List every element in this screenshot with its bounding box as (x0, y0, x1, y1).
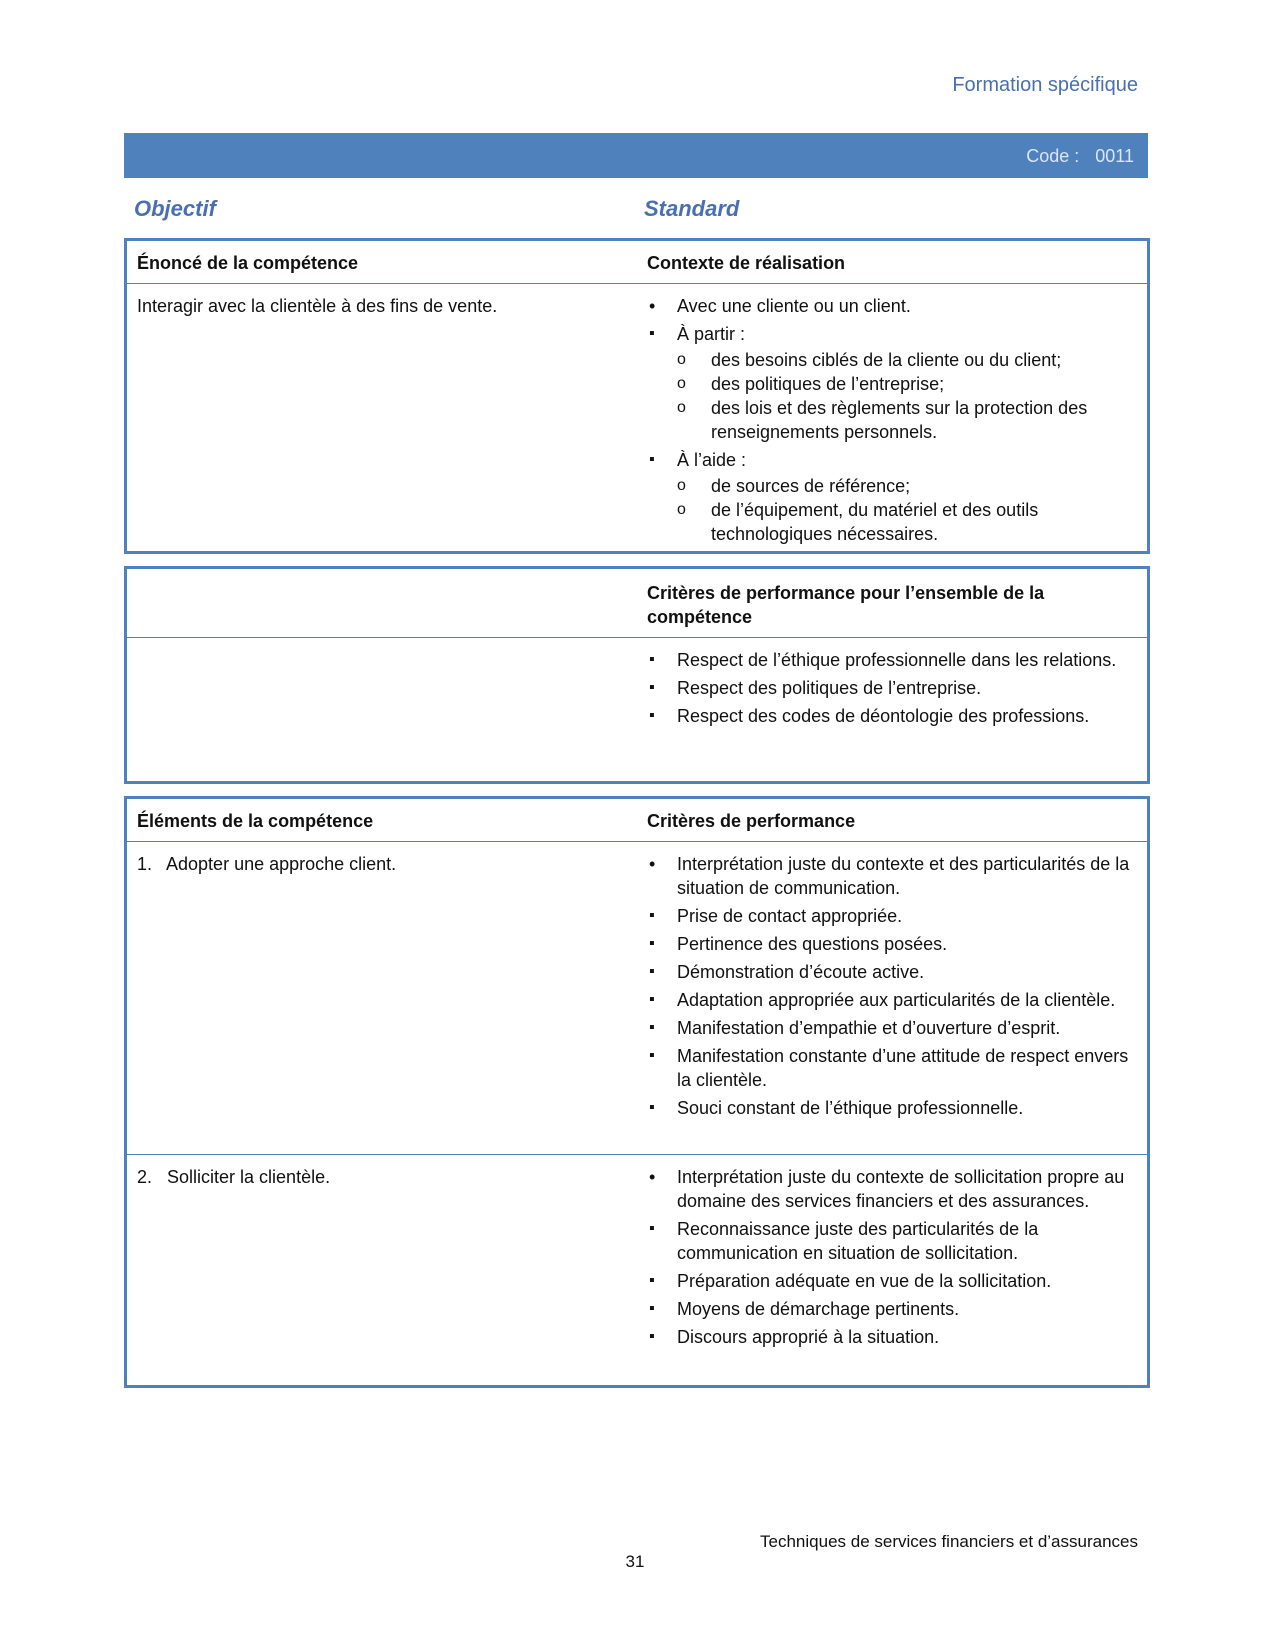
criteres-ensemble-list (647, 648, 1137, 728)
criteria-item: ▪ Moyens de démarchage pertinents. (647, 1297, 1137, 1321)
context-subitem: o des besoins ciblés de la cliente ou du client; (677, 348, 1137, 372)
context-item: ▪ À l’aide : o de sources de référence; o de l’équipement, du matériel et des outils technologiques nécessaires. (647, 448, 1137, 546)
element-row-2 (127, 1154, 1147, 1381)
footer-program: Techniques de services financiers et d’assurances (760, 1532, 1138, 1551)
criteria-list-1 (647, 852, 1137, 1120)
enonce-body-row (127, 283, 1147, 548)
elements-header-row (127, 799, 1147, 841)
enonce-header-row (127, 241, 1147, 283)
competence-statement: Interagir avec la clientèle à des fins de vente. (137, 296, 498, 316)
contexte-heading: Contexte de réalisation (647, 253, 846, 273)
element-2: 2. Solliciter la clientèle. (137, 1167, 331, 1187)
elements-heading: Éléments de la compétence (137, 811, 374, 831)
context-subitem: o des lois et des règlements sur la protection des renseignements personnels. (677, 396, 1137, 444)
criteria-item: ▪ Prise de contact appropriée. (647, 904, 1137, 928)
criteria-item: ▪ Reconnaissance juste des particularités de la communication en situation de sollicitation. (647, 1217, 1137, 1265)
code-label: Code : 0011 (1026, 146, 1134, 166)
criteria-item: ▪ Respect des codes de déontologie des professions. (647, 704, 1137, 728)
criteria-item: ▪ Démonstration d’écoute active. (647, 960, 1137, 984)
context-sublist (677, 474, 1137, 546)
criteria-item: ▪ Manifestation d’empathie et d’ouverture d’esprit. (647, 1016, 1137, 1040)
element-row-1 (127, 841, 1147, 1154)
criteria-item: ▪ Pertinence des questions posées. (647, 932, 1137, 956)
context-item: ▪ À partir : o des besoins ciblés de la cliente ou du client; o des politiques de l’entreprise; o des lois et des règlements sur la protection des renseignements personnels. (647, 322, 1137, 444)
running-header: Formation spécifique (952, 74, 1138, 96)
criteria-list-2 (647, 1165, 1137, 1349)
criteria-item: ▪ Préparation adéquate en vue de la sollicitation. (647, 1269, 1137, 1293)
criteres-ensemble-heading: Critères de performance pour l’ensemble de la compétence (647, 583, 1045, 627)
enonce-heading: Énoncé de la compétence (137, 253, 359, 273)
criteria-item: ▪ Souci constant de l’éthique professionnelle. (647, 1096, 1137, 1120)
context-list (647, 294, 1137, 546)
code-bar (124, 133, 1148, 178)
criteria-item: ▪ Discours approprié à la situation. (647, 1325, 1137, 1349)
criteria-item: ▪ Manifestation constante d’une attitude de respect envers la clientèle. (647, 1044, 1137, 1092)
criteres-heading: Critères de performance (647, 811, 856, 831)
objectif-label: Objectif (134, 196, 216, 221)
criteres-ensemble-table (124, 566, 1150, 784)
code-value: 0011 (1095, 146, 1134, 166)
context-subitem: o de l’équipement, du matériel et des outils technologiques nécessaires. (677, 498, 1137, 546)
standard-label: Standard (644, 196, 740, 221)
context-subitem: o des politiques de l’entreprise; (677, 372, 1137, 396)
context-item: • Avec une cliente ou un client. (647, 294, 1137, 318)
page-number: 31 (625, 1552, 645, 1571)
context-subitem: o de sources de référence; (677, 474, 1137, 498)
element-1: 1. Adopter une approche client. (137, 854, 397, 874)
criteria-item: ▪ Respect des politiques de l’entreprise. (647, 676, 1137, 700)
criteria-item: • Interprétation juste du contexte de sollicitation propre au domaine des services financiers et des assurances. (647, 1165, 1137, 1213)
criteria-item: ▪ Respect de l’éthique professionnelle dans les relations. (647, 648, 1137, 672)
context-sublist (677, 348, 1137, 444)
enonce-table (124, 238, 1150, 554)
criteres-ensemble-body-row (127, 637, 1147, 778)
criteria-item: ▪ Adaptation appropriée aux particularités de la clientèle. (647, 988, 1137, 1012)
criteria-item: • Interprétation juste du contexte et des particularités de la situation de communication. (647, 852, 1137, 900)
elements-table (124, 796, 1150, 1388)
criteres-ensemble-header-row (127, 569, 1147, 637)
